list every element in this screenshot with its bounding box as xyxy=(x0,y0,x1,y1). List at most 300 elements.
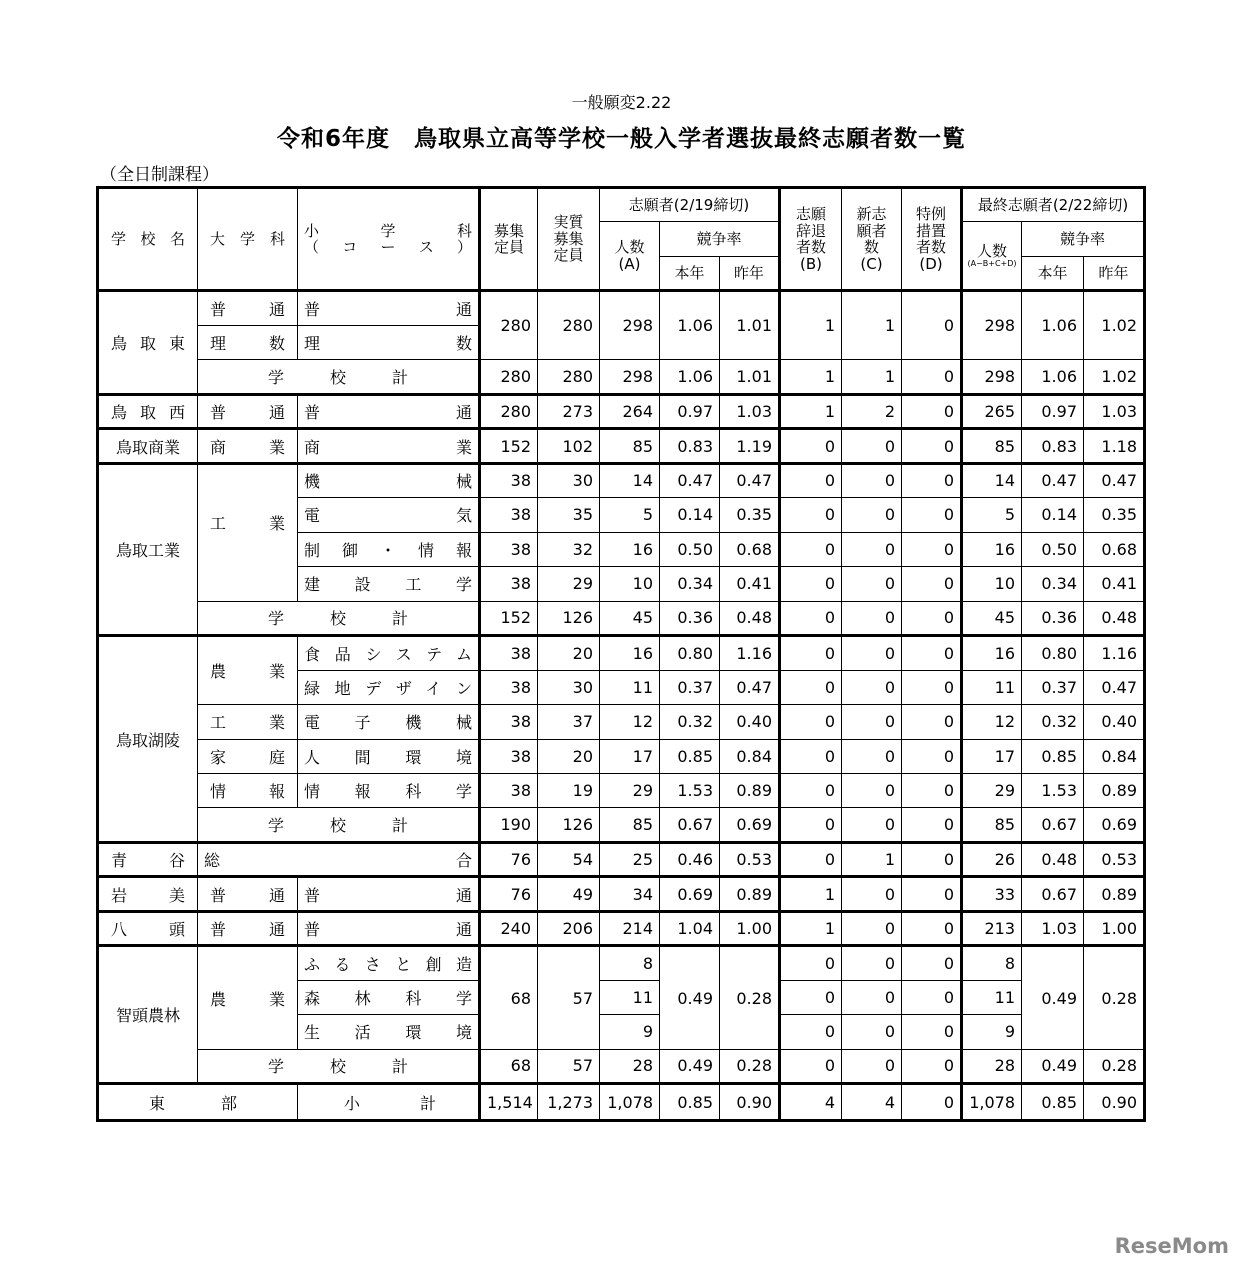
cell: 0.35 xyxy=(1084,498,1145,532)
cell: 30 xyxy=(538,670,600,704)
cell: 1.00 xyxy=(1084,911,1145,945)
cell: 0 xyxy=(902,1084,962,1121)
cell: 298 xyxy=(962,360,1022,394)
page-title: 令和6年度 鳥取県立高等学校一般入学者選抜最終志願者数一覧 xyxy=(276,126,966,152)
final-rate-this-year: 0.49 xyxy=(1022,946,1084,1049)
new-c: 0 xyxy=(842,946,902,980)
cell: 0 xyxy=(842,808,902,842)
cell: 76 xyxy=(480,877,538,911)
row-tottori-koryo-3 xyxy=(98,705,1145,739)
cell: 12 xyxy=(962,705,1022,739)
cell: 0 xyxy=(842,463,902,497)
header-last-year2: 昨年 xyxy=(1084,256,1145,290)
cell: 0.85 xyxy=(660,1084,720,1121)
school-chizu: 智頭農林 xyxy=(98,946,198,1084)
row-aoya xyxy=(98,842,1145,876)
school-tottori-higashi: 鳥取東 xyxy=(98,291,198,394)
cell: 0.89 xyxy=(720,877,780,911)
cell: 1.16 xyxy=(1084,636,1145,670)
cell: 0 xyxy=(780,498,842,532)
cell: 0 xyxy=(780,739,842,773)
cell: 280 xyxy=(538,360,600,394)
subtotal-label: 小計 xyxy=(298,1084,480,1121)
cell: 0 xyxy=(902,394,962,428)
subject: 情報科学 xyxy=(298,773,480,807)
cell: 0 xyxy=(902,739,962,773)
final-rate-last-year: 1.02 xyxy=(1084,291,1145,360)
cell: 273 xyxy=(538,394,600,428)
cell: 0 xyxy=(842,636,902,670)
cell: 0.50 xyxy=(660,532,720,566)
header-dept: 大学科 xyxy=(198,188,298,291)
cell: 0.68 xyxy=(1084,532,1145,566)
cell: 17 xyxy=(600,739,660,773)
real-quota: 57 xyxy=(538,946,600,1049)
cell: 0.47 xyxy=(1084,463,1145,497)
row-tottori-koryo-5 xyxy=(98,773,1145,807)
quota: 68 xyxy=(480,946,538,1049)
new-c: 0 xyxy=(842,980,902,1014)
rate-this-year: 0.49 xyxy=(660,946,720,1049)
cell: 38 xyxy=(480,705,538,739)
cell: 29 xyxy=(538,567,600,601)
cell: 0 xyxy=(780,1049,842,1083)
header-last-year: 昨年 xyxy=(720,256,780,290)
dept: 農業 xyxy=(198,636,298,705)
final-rate-this-year: 1.06 xyxy=(1022,291,1084,360)
header-count-final-box xyxy=(965,243,1019,268)
school-total-label: 学校計 xyxy=(198,601,480,635)
school-total-label: 学校計 xyxy=(198,1049,480,1083)
final-count: 8 xyxy=(962,946,1022,980)
applicants-table-wrapper xyxy=(96,186,1143,1122)
subject: 森林科学 xyxy=(298,980,480,1014)
header-subject-line1: 小 学 科 xyxy=(304,221,472,240)
school-yazu: 八頭 xyxy=(98,911,198,945)
cell: 152 xyxy=(480,601,538,635)
cell: 1.53 xyxy=(660,773,720,807)
cell: 0 xyxy=(902,429,962,463)
special-d: 0 xyxy=(902,291,962,360)
cell: 1.03 xyxy=(1084,394,1145,428)
header-real-quota: 実質募集定員 xyxy=(538,188,600,291)
cell: 0.67 xyxy=(1022,877,1084,911)
cell: 16 xyxy=(600,532,660,566)
cell: 0.28 xyxy=(1084,1049,1145,1083)
cell: 0.85 xyxy=(1022,1084,1084,1121)
withdraw-b: 0 xyxy=(780,946,842,980)
cell: 1.18 xyxy=(1084,429,1145,463)
cell: 280 xyxy=(480,394,538,428)
header-school: 学校名 xyxy=(98,188,198,291)
cell: 1.06 xyxy=(660,360,720,394)
cell: 0.34 xyxy=(660,567,720,601)
row-yazu xyxy=(98,911,1145,945)
cell: 1.01 xyxy=(720,360,780,394)
cell: 0.69 xyxy=(720,808,780,842)
cell: 17 xyxy=(962,739,1022,773)
cell: 0.84 xyxy=(720,739,780,773)
cell: 0 xyxy=(902,670,962,704)
cell: 37 xyxy=(538,705,600,739)
cell: 14 xyxy=(600,463,660,497)
header-new: 新志願者数(C) xyxy=(842,188,902,291)
row-chizu-total xyxy=(98,1049,1145,1083)
cell: 0 xyxy=(902,360,962,394)
subject: 制御・情報 xyxy=(298,532,480,566)
header-row-1 xyxy=(98,188,1145,222)
cell: 0 xyxy=(842,705,902,739)
header-count-a: 人数(A) xyxy=(600,222,660,291)
cell: 0.50 xyxy=(1022,532,1084,566)
subject: 緑地デザイン xyxy=(298,670,480,704)
cell: 85 xyxy=(962,429,1022,463)
cell: 0.40 xyxy=(720,705,780,739)
cell: 0 xyxy=(780,532,842,566)
cell: 0.37 xyxy=(1022,670,1084,704)
cell: 1 xyxy=(780,360,842,394)
cell: 38 xyxy=(480,739,538,773)
cell: 1,078 xyxy=(962,1084,1022,1121)
cell: 0.41 xyxy=(720,567,780,601)
dept-risu: 理数 xyxy=(198,325,298,359)
cell: 1.02 xyxy=(1084,360,1145,394)
cell: 0 xyxy=(902,601,962,635)
cell: 16 xyxy=(600,636,660,670)
cell: 38 xyxy=(480,498,538,532)
cell: 0 xyxy=(780,463,842,497)
cell: 49 xyxy=(538,877,600,911)
subject: 普通 xyxy=(298,394,480,428)
cell: 14 xyxy=(962,463,1022,497)
cell: 45 xyxy=(600,601,660,635)
subject: 生活環境 xyxy=(298,1015,480,1049)
dept: 商業 xyxy=(198,429,298,463)
subject: 食品システム xyxy=(298,636,480,670)
header-applicants: 志願者(2/19締切) xyxy=(600,188,780,222)
cell: 25 xyxy=(600,842,660,876)
cell: 0 xyxy=(902,567,962,601)
cell: 0 xyxy=(780,670,842,704)
cell: 1.16 xyxy=(720,636,780,670)
cell: 264 xyxy=(600,394,660,428)
cell: 0.48 xyxy=(720,601,780,635)
cell: 213 xyxy=(962,911,1022,945)
cell: 35 xyxy=(538,498,600,532)
subject: 普通 xyxy=(298,911,480,945)
applicants-a: 8 xyxy=(600,946,660,980)
cell: 5 xyxy=(600,498,660,532)
dept: 普通 xyxy=(198,877,298,911)
cell: 0.47 xyxy=(720,670,780,704)
cell: 29 xyxy=(962,773,1022,807)
row-tottori-koryo-total xyxy=(98,808,1145,842)
withdraw-b: 0 xyxy=(780,980,842,1014)
cell: 45 xyxy=(962,601,1022,635)
cell: 0 xyxy=(842,877,902,911)
row-tottori-kogyo-1 xyxy=(98,463,1145,497)
school-tottori-kogyo: 鳥取工業 xyxy=(98,463,198,635)
cell: 0 xyxy=(780,842,842,876)
header-quota: 募集定員 xyxy=(480,188,538,291)
cell: 5 xyxy=(962,498,1022,532)
cell: 1,514 xyxy=(480,1084,538,1121)
cell: 4 xyxy=(842,1084,902,1121)
applicants-a: 298 xyxy=(600,291,660,360)
row-iwami xyxy=(98,877,1145,911)
cell: 0.37 xyxy=(660,670,720,704)
cell: 0 xyxy=(780,636,842,670)
dept: 総合 xyxy=(198,842,480,876)
cell: 76 xyxy=(480,842,538,876)
final-rate-last-year: 0.28 xyxy=(1084,946,1145,1049)
cell: 0 xyxy=(902,532,962,566)
cell: 0.89 xyxy=(1084,877,1145,911)
cell: 126 xyxy=(538,601,600,635)
subject: 機械 xyxy=(298,463,480,497)
cell: 0.53 xyxy=(720,842,780,876)
course-label: （全日制課程） xyxy=(100,165,219,185)
cell: 28 xyxy=(962,1049,1022,1083)
cell: 102 xyxy=(538,429,600,463)
header-withdraw: 志願辞退者数(B) xyxy=(780,188,842,291)
dept-futsu: 普通 xyxy=(198,291,298,325)
cell: 57 xyxy=(538,1049,600,1083)
header-subject xyxy=(298,188,480,291)
cell: 1.03 xyxy=(720,394,780,428)
row-tottori-koryo-1 xyxy=(98,636,1145,670)
cell: 0 xyxy=(780,773,842,807)
cell: 0.97 xyxy=(660,394,720,428)
cell: 0.14 xyxy=(1022,498,1084,532)
cell: 0.69 xyxy=(660,877,720,911)
applicants-a: 11 xyxy=(600,980,660,1014)
cell: 0.32 xyxy=(660,705,720,739)
cell: 0 xyxy=(842,1049,902,1083)
cell: 85 xyxy=(600,429,660,463)
new-c: 0 xyxy=(842,1015,902,1049)
subject: 電子機械 xyxy=(298,705,480,739)
header-final: 最終志願者(2/22締切) xyxy=(962,188,1145,222)
cell: 0.36 xyxy=(1022,601,1084,635)
cell: 214 xyxy=(600,911,660,945)
new-c: 1 xyxy=(842,291,902,360)
row-tottori-higashi-total xyxy=(98,360,1145,394)
cell: 0 xyxy=(902,1049,962,1083)
cell: 0 xyxy=(780,567,842,601)
final-count: 298 xyxy=(962,291,1022,360)
school-aoya: 青谷 xyxy=(98,842,198,876)
cell: 298 xyxy=(600,360,660,394)
header-formula: (A−B+C+D) xyxy=(967,258,1017,268)
cell: 12 xyxy=(600,705,660,739)
row-tottori-nishi xyxy=(98,394,1145,428)
cell: 0.90 xyxy=(1084,1084,1145,1121)
header-rate2: 競争率 xyxy=(1022,222,1145,256)
cell: 152 xyxy=(480,429,538,463)
school-total-label: 学校計 xyxy=(198,808,480,842)
cell: 29 xyxy=(600,773,660,807)
cell: 0 xyxy=(902,842,962,876)
school-tottori-shogyo: 鳥取商業 xyxy=(98,429,198,463)
cell: 0 xyxy=(842,498,902,532)
cell: 0 xyxy=(902,911,962,945)
real-quota: 280 xyxy=(538,291,600,360)
cell: 1.04 xyxy=(660,911,720,945)
rate-last-year: 0.28 xyxy=(720,946,780,1049)
cell: 0.67 xyxy=(660,808,720,842)
cell: 0.80 xyxy=(1022,636,1084,670)
quota: 280 xyxy=(480,291,538,360)
cell: 16 xyxy=(962,636,1022,670)
cell: 0.40 xyxy=(1084,705,1145,739)
subject: 普通 xyxy=(298,877,480,911)
cell: 0 xyxy=(780,808,842,842)
cell: 0.84 xyxy=(1084,739,1145,773)
cell: 126 xyxy=(538,808,600,842)
cell: 0.83 xyxy=(1022,429,1084,463)
cell: 19 xyxy=(538,773,600,807)
cell: 0.47 xyxy=(660,463,720,497)
cell: 0 xyxy=(902,877,962,911)
subject-futsu: 普通 xyxy=(298,291,480,325)
header-special: 特例措置者数(D) xyxy=(902,188,962,291)
cell: 20 xyxy=(538,636,600,670)
cell: 280 xyxy=(480,360,538,394)
cell: 190 xyxy=(480,808,538,842)
cell: 28 xyxy=(600,1049,660,1083)
row-tottori-shogyo xyxy=(98,429,1145,463)
cell: 38 xyxy=(480,463,538,497)
subject: 電気 xyxy=(298,498,480,532)
cell: 0.85 xyxy=(660,739,720,773)
cell: 0 xyxy=(902,705,962,739)
rate-this-year: 1.06 xyxy=(660,291,720,360)
header-subject-line2: （ コ ー ス ） xyxy=(304,238,472,257)
cell: 0 xyxy=(842,567,902,601)
applicants-table xyxy=(96,186,1146,1122)
school-tottori-nishi: 鳥取西 xyxy=(98,394,198,428)
subject: 人間環境 xyxy=(298,739,480,773)
cell: 4 xyxy=(780,1084,842,1121)
cell: 240 xyxy=(480,911,538,945)
special-d: 0 xyxy=(902,1015,962,1049)
school-tottori-koryo: 鳥取湖陵 xyxy=(98,636,198,843)
cell: 0.49 xyxy=(660,1049,720,1083)
subject: 建設工学 xyxy=(298,567,480,601)
header-this-year: 本年 xyxy=(660,256,720,290)
cell: 0.46 xyxy=(660,842,720,876)
cell: 38 xyxy=(480,636,538,670)
cell: 38 xyxy=(480,567,538,601)
cell: 10 xyxy=(600,567,660,601)
cell: 0.68 xyxy=(720,532,780,566)
withdraw-b: 0 xyxy=(780,1015,842,1049)
row-subtotal xyxy=(98,1084,1145,1121)
cell: 1,078 xyxy=(600,1084,660,1121)
cell: 1.19 xyxy=(720,429,780,463)
cell: 10 xyxy=(962,567,1022,601)
cell: 0 xyxy=(902,498,962,532)
cell: 68 xyxy=(480,1049,538,1083)
row-tottori-kogyo-total xyxy=(98,601,1145,635)
cell: 0 xyxy=(902,773,962,807)
cell: 1 xyxy=(842,360,902,394)
rate-last-year: 1.01 xyxy=(720,291,780,360)
header-this-year2: 本年 xyxy=(1022,256,1084,290)
cell: 0.80 xyxy=(660,636,720,670)
cell: 1.00 xyxy=(720,911,780,945)
cell: 38 xyxy=(480,670,538,704)
cell: 0.48 xyxy=(1084,601,1145,635)
revision-note: 一般願変2.22 xyxy=(571,93,672,112)
row-chizu-1 xyxy=(98,946,1145,980)
cell: 0 xyxy=(780,429,842,463)
cell: 0.85 xyxy=(1022,739,1084,773)
cell: 0.41 xyxy=(1084,567,1145,601)
cell: 1 xyxy=(780,911,842,945)
cell: 0 xyxy=(842,670,902,704)
cell: 0.35 xyxy=(720,498,780,532)
special-d: 0 xyxy=(902,980,962,1014)
cell: 0.34 xyxy=(1022,567,1084,601)
cell: 0 xyxy=(842,429,902,463)
withdraw-b: 1 xyxy=(780,291,842,360)
cell: 0.90 xyxy=(720,1084,780,1121)
header-count-final xyxy=(962,222,1022,291)
cell: 2 xyxy=(842,394,902,428)
row-tottori-higashi-1 xyxy=(98,291,1145,325)
subject-risu: 理数 xyxy=(298,325,480,359)
cell: 1.53 xyxy=(1022,773,1084,807)
cell: 1 xyxy=(842,842,902,876)
cell: 0.49 xyxy=(1022,1049,1084,1083)
cell: 0.83 xyxy=(660,429,720,463)
dept: 工業 xyxy=(198,463,298,601)
cell: 0.36 xyxy=(660,601,720,635)
cell: 0.47 xyxy=(720,463,780,497)
cell: 0.48 xyxy=(1022,842,1084,876)
dept: 情報 xyxy=(198,773,298,807)
cell: 30 xyxy=(538,463,600,497)
cell: 0 xyxy=(842,601,902,635)
cell: 0.47 xyxy=(1084,670,1145,704)
subject: 商業 xyxy=(298,429,480,463)
cell: 1.03 xyxy=(1022,911,1084,945)
cell: 0.28 xyxy=(720,1049,780,1083)
subject: ふるさと創造 xyxy=(298,946,480,980)
cell: 54 xyxy=(538,842,600,876)
site-logo: ReseMom xyxy=(1114,1234,1229,1258)
cell: 0.69 xyxy=(1084,808,1145,842)
cell: 0 xyxy=(780,601,842,635)
school-total-label: 学校計 xyxy=(198,360,480,394)
cell: 0 xyxy=(902,808,962,842)
cell: 0.14 xyxy=(660,498,720,532)
dept: 普通 xyxy=(198,394,298,428)
school-iwami: 岩美 xyxy=(98,877,198,911)
cell: 0.97 xyxy=(1022,394,1084,428)
cell: 26 xyxy=(962,842,1022,876)
cell: 85 xyxy=(962,808,1022,842)
header-rate: 競争率 xyxy=(660,222,780,256)
cell: 38 xyxy=(480,532,538,566)
cell: 0 xyxy=(842,739,902,773)
cell: 0 xyxy=(842,532,902,566)
dept: 普通 xyxy=(198,911,298,945)
cell: 1 xyxy=(780,877,842,911)
cell: 16 xyxy=(962,532,1022,566)
